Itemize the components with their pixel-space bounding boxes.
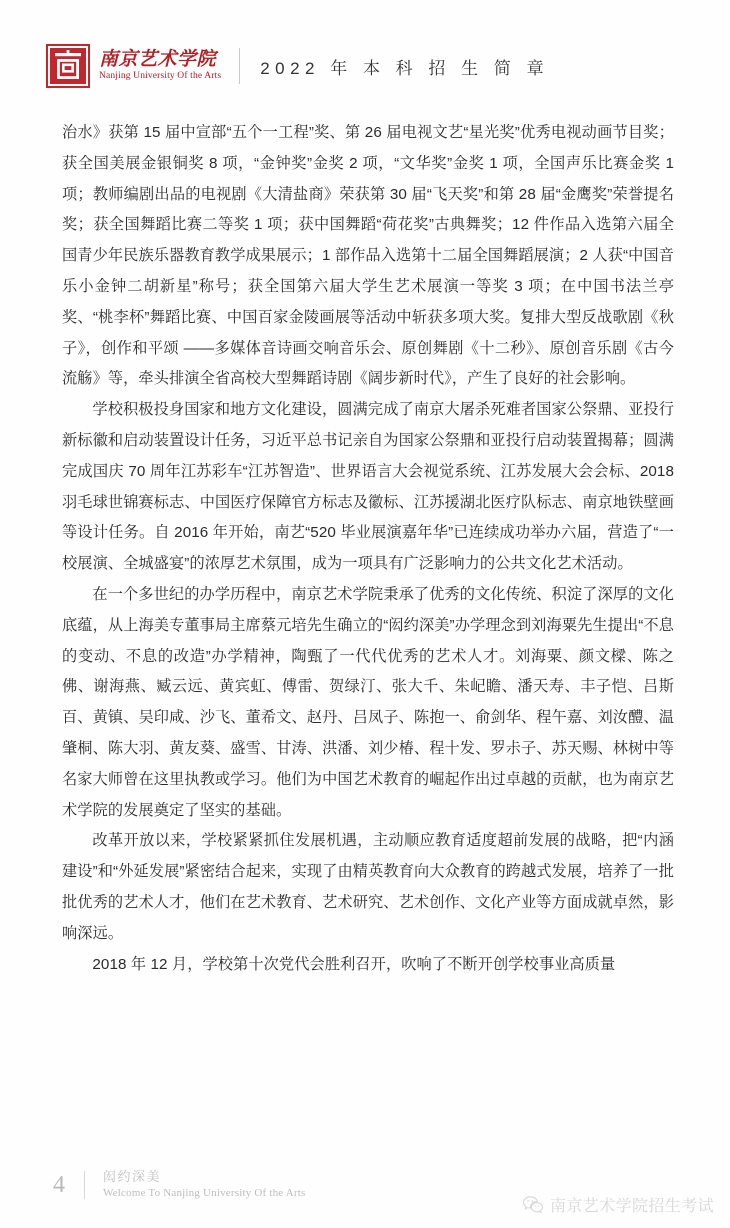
footer-motto-cn: 闳约深美 <box>103 1169 162 1185</box>
watermark-text: 南京艺术学院招生考试 <box>549 1198 714 1215</box>
logo-wordmark <box>99 50 221 82</box>
document-body <box>62 118 674 980</box>
wechat-icon <box>522 1194 544 1216</box>
university-logo <box>46 44 221 88</box>
paragraph: 在一个多世纪的办学历程中，南京艺术学院秉承了优秀的文化传统、积淀了深厚的文化底蕴，从上海美专董事局主席蔡元培先生确立的“闳约深美”办学理念到刘海粟先生提出“不息的变动、不息的改造”办学精神，陶甄了一代代优秀的艺术人才。刘海粟、颜文樑、陈之佛、谢海燕、臧云远、黄宾虹、傅雷、贺绿汀、张大千、朱屺瞻、潘天寿、丰子恺、吕斯百、黄镇、吴印咸、沙飞、董希文、赵丹、吕凤子、陈抱一、俞剑华、程午嘉、刘汝醴、温肇桐、陈大羽、黄友葵、盛雪、甘涛、洪潘、刘少椿、程十发、罗尗子、苏天赐、林树中等名家大师曾在这里执教或学习。他们为中国艺术教育的崛起作出过卓越的贡献，也为南京艺术学院的发展奠定了坚实的基础。 <box>62 585 674 819</box>
footer-motto <box>103 1170 305 1200</box>
page-header <box>46 38 684 94</box>
paragraph: 治水》获第 15 届中宣部“五个一工程”奖、第 26 届电视文艺“星光奖”优秀电视动画节目奖；获全国美展金银铜奖 8 项，“金钟奖”金奖 2 项，“文华奖”金奖 1 项，全国声乐比赛金奖 1 项；教师编剧出品的电视剧《大清盐商》荣获第 30 届“飞天奖”和第 28 届“金鹰奖”荣誉提名奖；获全国舞蹈比赛二等奖 1 项；获中国舞蹈“荷花奖”古典舞奖；12 件作品入选第六届全国青少年民族乐器教育教学成果展示；1 部作品入选第十二届全国舞蹈展演；2 人获“中国音乐小金钟二胡新星”称号；获全国第六届大学生艺术展演一等奖 3 项；在中国书法兰亭奖、“桃李杯”舞蹈比赛、中国百家金陵画展等活动中斩获多项大奖。复排大型反战歌剧《秋子》，创作和平颂 ——多媒体音诗画交响音乐会、原创舞剧《十二秒》、原创音乐剧《古今流觞》等，牵头排演全省高校大型舞蹈诗剧《阔步新时代》，产生了良好的社会影响。 <box>62 124 674 388</box>
header-divider <box>239 48 240 84</box>
footer-motto-en: Welcome To Nanjing University Of the Arts <box>103 1187 306 1200</box>
paragraph: 改革开放以来，学校紧紧抓住发展机遇，主动顺应教育适度超前发展的战略，把“内涵建设”和“外延发展”紧密结合起来，实现了由精英教育向大众教育的跨越式发展，培养了一批批优秀的艺术人才，他们在艺术教育、艺术研究、艺术创作、文化产业等方面成就卓然，影响深远。 <box>62 832 674 942</box>
paragraph: 学校积极投身国家和地方文化建设，圆满完成了南京大屠杀死难者国家公祭鼎、亚投行新标徽和启动装置设计任务，习近平总书记亲自为国家公祭鼎和亚投行启动装置揭幕；圆满完成国庆 70 周年江苏彩车“江苏智造”、世界语言大会视觉系统、江苏发展大会会标、2018 羽毛球世锦赛标志、中国医疗保障官方标志及徽标、江苏援湖北医疗队标志、南京地铁壁画等设计任务。自 2016 年开始，南艺“520 毕业展演嘉年华”已连续成功举办六届，营造了“一校展演、全城盛宴”的浓厚艺术氛围，成为一项具有广泛影响力的公共文化艺术活动。 <box>62 401 674 573</box>
footer-divider <box>84 1171 85 1199</box>
logo-name-en: Nanjing University Of the Arts <box>99 70 222 81</box>
nua-seal-icon <box>46 44 90 88</box>
page-number: 4 <box>53 1172 65 1198</box>
wechat-watermark <box>522 1193 714 1216</box>
page-title: 2022 年 本 科 招 生 简 章 <box>260 58 550 78</box>
paragraph: 2018 年 12 月，学校第十次党代会胜利召开，吹响了不断开创学校事业高质量 <box>92 955 616 973</box>
page-footer <box>40 1168 305 1202</box>
logo-name-cn: 南京艺术学院 <box>99 49 217 71</box>
